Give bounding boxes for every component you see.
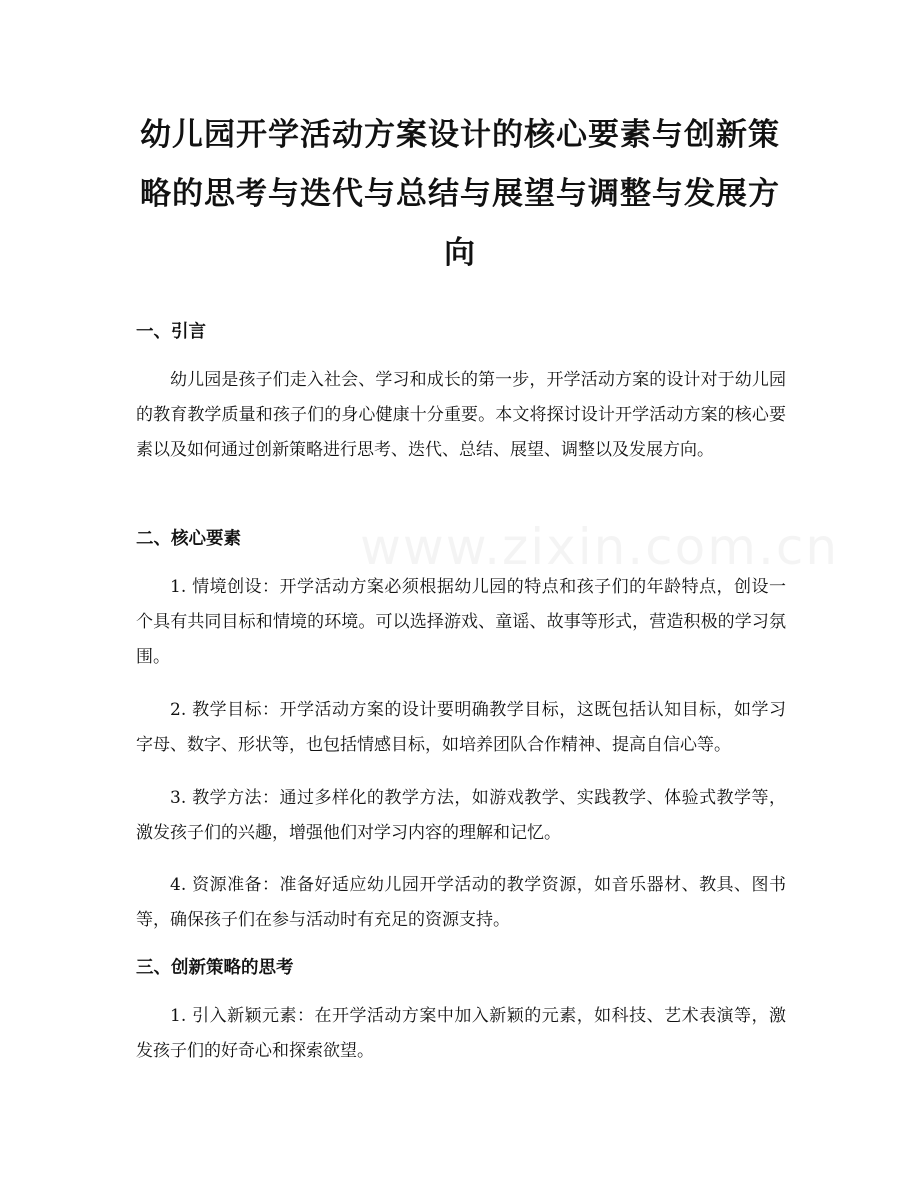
paragraph-core-2: 2. 教学目标：开学活动方案的设计要明确教学目标，这既包括认知目标，如学习字母、数字、形状等，也包括情感目标，如培养团队合作精神、提高自信心等。 <box>136 700 786 755</box>
paragraph-innovation-1: 1. 引入新颖元素：在开学活动方案中加入新颖的元素，如科技、艺术表演等，激发孩子们的好奇心和探索欲望。 <box>136 1006 786 1061</box>
section-heading-core-elements: 二、核心要素 <box>136 529 241 549</box>
document-title: 幼儿园开学活动方案设计的核心要素与创新策略的思考与迭代与总结与展望与调整与发展方向 <box>140 117 780 271</box>
paragraph-core-1: 1. 情境创设：开学活动方案必须根据幼儿园的特点和孩子们的年龄特点，创设一个具有共同目标和情境的环境。可以选择游戏、童谣、故事等形式，营造积极的学习氛围。 <box>136 577 786 667</box>
paragraph-core-4: 4. 资源准备：准备好适应幼儿园开学活动的教学资源，如音乐器材、教具、图书等，确保孩子们在参与活动时有充足的资源支持。 <box>136 875 786 930</box>
section-heading-intro: 一、引言 <box>136 322 206 342</box>
paragraph-intro: 幼儿园是孩子们走入社会、学习和成长的第一步，开学活动方案的设计对于幼儿园的教育教学质量和孩子们的身心健康十分重要。本文将探讨设计开学活动方案的核心要素以及如何通过创新策略进行思考、迭代、总结、展望、调整以及发展方向。 <box>136 370 786 460</box>
watermark <box>360 518 839 576</box>
section-heading-innovation: 三、创新策略的思考 <box>136 958 294 978</box>
paragraph-core-3: 3. 教学方法：通过多样化的教学方法，如游戏教学、实践教学、体验式教学等，激发孩子们的兴趣，增强他们对学习内容的理解和记忆。 <box>136 788 786 843</box>
